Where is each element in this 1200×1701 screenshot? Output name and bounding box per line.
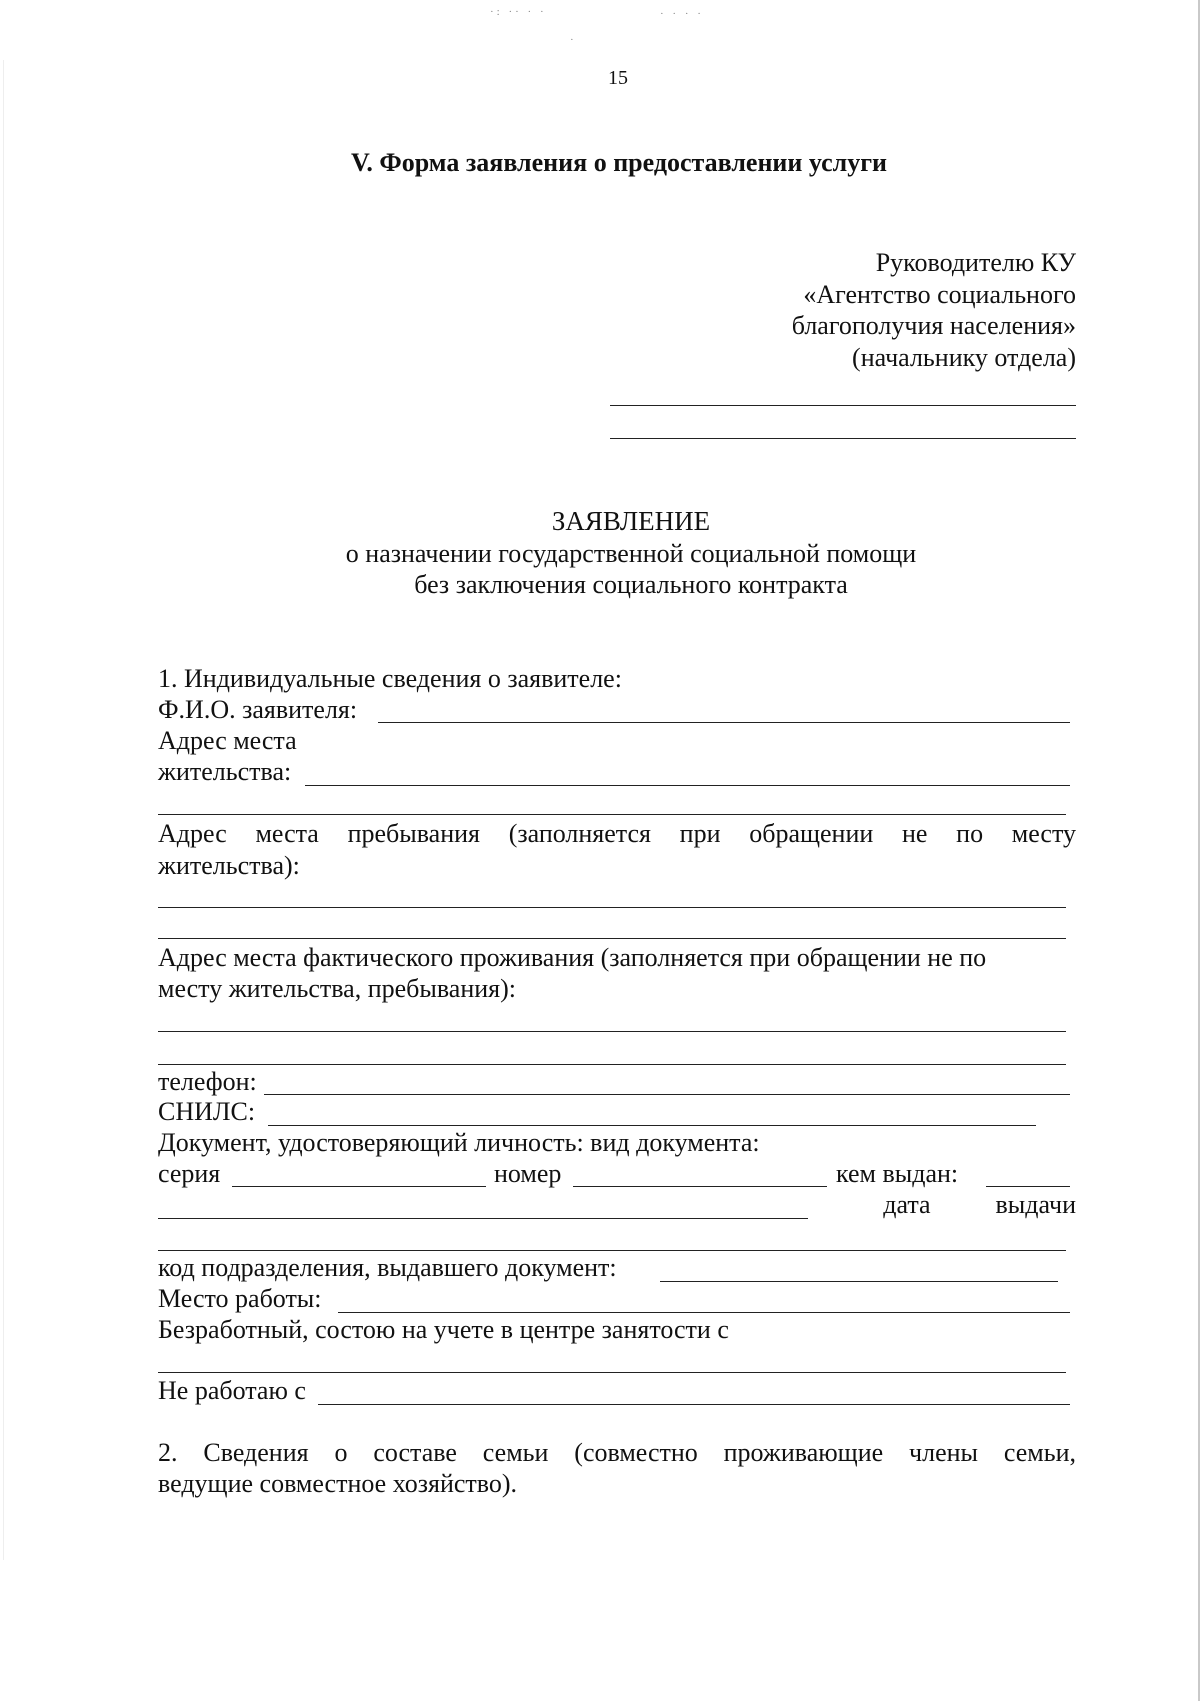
section-1-heading: 1. Индивидуальные сведения о заявителе: <box>158 664 622 693</box>
unemployed-date-field[interactable] <box>158 1372 1066 1373</box>
addressee-line: благополучия населения» <box>791 311 1076 340</box>
application-subtitle: без заключения социального контракта <box>414 570 848 599</box>
residence-label: жительства: <box>158 757 292 786</box>
phone-field[interactable] <box>264 1094 1070 1095</box>
page-number: 15 <box>608 67 628 89</box>
scan-speck: · <box>570 34 577 46</box>
series-label: серия <box>158 1159 221 1188</box>
section-2-heading: ведущие совместное хозяйство). <box>158 1469 518 1498</box>
series-field[interactable] <box>232 1186 486 1187</box>
not-working-label: Не работаю с <box>158 1376 306 1405</box>
actual-address-field[interactable] <box>158 1064 1066 1065</box>
fio-field[interactable] <box>378 722 1070 723</box>
snils-field[interactable] <box>268 1125 1036 1126</box>
stay-address-label: Адрес места пребывания (заполняется при обращении не по месту <box>158 819 1076 848</box>
division-code-label: код подразделения, выдавшего документ: <box>158 1253 617 1282</box>
actual-address-field[interactable] <box>158 1031 1066 1032</box>
issue-date-field[interactable] <box>158 1250 1066 1251</box>
phone-label: телефон: <box>158 1067 257 1096</box>
stay-address-field[interactable] <box>158 907 1066 908</box>
addressee-blank-line[interactable] <box>610 438 1076 439</box>
issue-date-label: дата выдачи <box>883 1190 1076 1219</box>
unemployed-label: Безработный, состою на учете в центре занятости с <box>158 1315 729 1344</box>
division-code-field[interactable] <box>660 1281 1058 1282</box>
scan-speck: ·: ·· · · <box>490 6 547 18</box>
addressee-line: (начальнику отдела) <box>852 343 1076 372</box>
residence-label: Адрес места <box>158 726 297 755</box>
actual-address-label: месту жительства, пребывания): <box>158 974 516 1003</box>
scan-speck: · · · · <box>660 8 704 20</box>
addressee-blank-line[interactable] <box>610 405 1076 406</box>
issued-by-label: кем выдан: <box>836 1159 959 1188</box>
number-label: номер <box>494 1159 562 1188</box>
number-field[interactable] <box>573 1186 827 1187</box>
workplace-field[interactable] <box>338 1312 1070 1313</box>
residence-field[interactable] <box>305 785 1070 786</box>
snils-label: СНИЛС: <box>158 1097 256 1126</box>
section-2-heading: 2. Сведения о составе семьи (совместно проживающие члены семьи, <box>158 1438 1076 1467</box>
application-title: ЗАЯВЛЕНИЕ <box>551 506 711 536</box>
issued-by-field[interactable] <box>986 1186 1070 1187</box>
application-subtitle: о назначении государственной социальной помощи <box>345 539 917 568</box>
scan-edge-left <box>3 60 4 1560</box>
stay-address-label: жительства): <box>158 851 300 880</box>
id-document-label: Документ, удостоверяющий личность: вид документа: <box>158 1128 760 1157</box>
workplace-label: Место работы: <box>158 1284 322 1313</box>
actual-address-label: Адрес места фактического проживания (заполняется при обращении не по <box>158 943 987 972</box>
residence-field-line2[interactable] <box>158 814 1066 815</box>
section-title: V. Форма заявления о предоставлении услуги <box>350 148 888 177</box>
fio-label: Ф.И.О. заявителя: <box>158 695 358 724</box>
not-working-field[interactable] <box>318 1404 1070 1405</box>
stay-address-field[interactable] <box>158 938 1066 939</box>
addressee-line: Руководителю КУ <box>875 248 1076 277</box>
issued-by-field-line2[interactable] <box>158 1218 808 1219</box>
addressee-line: «Агентство социального <box>803 280 1076 309</box>
